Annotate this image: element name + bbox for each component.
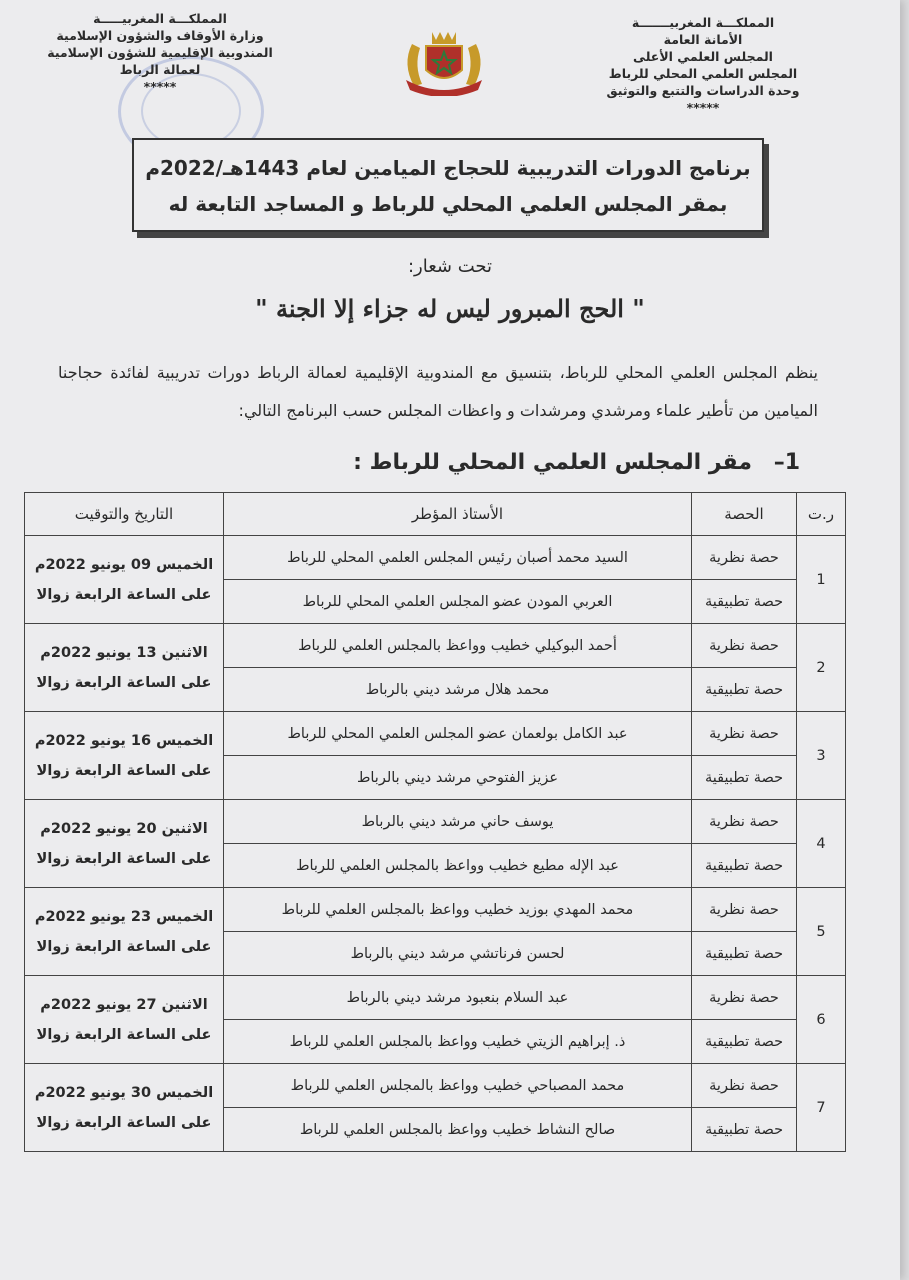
date-time xyxy=(25,976,224,1064)
header-right-line: ***** xyxy=(686,100,720,115)
program-title-line1: برنامج الدورات التدريبية للحجاج الميامين لعام 1443هـ/2022م xyxy=(145,156,751,180)
date-time-of-day: على الساعة الرابعة زوالا xyxy=(36,762,212,779)
header-right-line: المملكـــة المغربيـــــــة xyxy=(631,15,775,30)
row-number: 3 xyxy=(797,712,846,800)
instructor: السيد محمد أصبان رئيس المجلس العلمي المحلي للرباط xyxy=(224,536,692,580)
instructor: يوسف حاني مرشد ديني بالرباط xyxy=(224,800,692,844)
date-time-of-day: على الساعة الرابعة زوالا xyxy=(36,1114,212,1131)
date-time xyxy=(25,712,224,800)
royal-coat-of-arms-icon xyxy=(398,24,490,96)
date-time xyxy=(25,624,224,712)
header-right-line: الأمانة العامة xyxy=(663,32,743,47)
instructor: محمد المهدي بوزيد خطيب وواعظ بالمجلس العلمي للرباط xyxy=(224,888,692,932)
table-row xyxy=(25,976,846,1020)
row-number: 4 xyxy=(797,800,846,888)
table-header-row xyxy=(25,493,846,536)
session-type: حصة نظرية xyxy=(692,800,797,844)
session-type: حصة نظرية xyxy=(692,1064,797,1108)
header-left-line: لعمالة الرباط xyxy=(119,62,201,77)
date-time-of-day: على الساعة الرابعة زوالا xyxy=(36,938,212,955)
header-left xyxy=(30,10,290,95)
instructor: محمد المصباحي خطيب وواعظ بالمجلس العلمي للرباط xyxy=(224,1064,692,1108)
session-type: حصة نظرية xyxy=(692,976,797,1020)
row-number: 5 xyxy=(797,888,846,976)
table-row xyxy=(25,1064,846,1108)
session-type: حصة تطبيقية xyxy=(692,932,797,976)
session-type: حصة نظرية xyxy=(692,624,797,668)
motto-label: تحت شعار: xyxy=(407,256,493,277)
date-time-of-day: على الساعة الرابعة زوالا xyxy=(36,586,212,603)
date-day: الخميس 23 يونيو 2022م xyxy=(34,908,214,925)
header-date: التاريخ والتوقيت xyxy=(25,493,224,536)
date-day: الخميس 30 يونيو 2022م xyxy=(34,1084,214,1101)
session-type: حصة نظرية xyxy=(692,536,797,580)
schedule-table xyxy=(24,492,846,1152)
header-left-line: المندوبية الإقليمية للشؤون الإسلامية xyxy=(47,45,273,60)
header-left-line: وزارة الأوقاف والشؤون الإسلامية xyxy=(56,28,264,43)
session-type: حصة نظرية xyxy=(692,712,797,756)
instructor: عبد الكامل بولعمان عضو المجلس العلمي المحلي للرباط xyxy=(224,712,692,756)
header-right-line: وحدة الدراسات والتتبع والتوثيق xyxy=(606,83,800,98)
session-type: حصة تطبيقية xyxy=(692,1108,797,1152)
table-row xyxy=(25,800,846,844)
date-day: الخميس 09 يونيو 2022م xyxy=(34,556,214,573)
section-title: مقر المجلس العلمي المحلي للرباط : xyxy=(353,450,753,475)
date-day: الاثنين 13 يونيو 2022م xyxy=(40,644,208,661)
date-time-of-day: على الساعة الرابعة زوالا xyxy=(36,850,212,867)
header-left-line: المملكـــة المغربيـــــة xyxy=(93,11,227,26)
date-time xyxy=(25,800,224,888)
date-time xyxy=(25,1064,224,1152)
header-instructor: الأستاذ المؤطر xyxy=(224,493,692,536)
instructor: عبد السلام بنعبود مرشد ديني بالرباط xyxy=(224,976,692,1020)
row-number: 2 xyxy=(797,624,846,712)
session-type: حصة تطبيقية xyxy=(692,1020,797,1064)
row-number: 1 xyxy=(797,536,846,624)
session-type: حصة تطبيقية xyxy=(692,844,797,888)
instructor: صالح النشاط خطيب وواعظ بالمجلس العلمي للرباط xyxy=(224,1108,692,1152)
instructor: لحسن فرناتشي مرشد ديني بالرباط xyxy=(224,932,692,976)
date-time xyxy=(25,888,224,976)
header-right-line: المجلس العلمي المحلي للرباط xyxy=(608,66,798,81)
table-row xyxy=(25,624,846,668)
instructor: عبد الإله مطيع خطيب وواعظ بالمجلس العلمي للرباط xyxy=(224,844,692,888)
session-type: حصة تطبيقية xyxy=(692,668,797,712)
instructor: ذ. إبراهيم الزيتي خطيب وواعظ بالمجلس العلمي للرباط xyxy=(224,1020,692,1064)
date-time-of-day: على الساعة الرابعة زوالا xyxy=(36,1026,212,1043)
program-title-line2: بمقر المجلس العلمي المحلي للرباط و المساجد التابعة له xyxy=(168,192,728,216)
date-time-of-day: على الساعة الرابعة زوالا xyxy=(36,674,212,691)
date-day: الخميس 16 يونيو 2022م xyxy=(34,732,214,749)
program-title-box xyxy=(132,138,764,232)
intro-paragraph: ينظم المجلس العلمي المحلي للرباط، بتنسيق مع المندوبية الإقليمية لعمالة الرباط دورات تدريبية لفائدة حجاجنا الميامين من تأطير علماء ومرشدي ومرشدات و واعظات المجلس حسب البرنامج التالي: xyxy=(58,363,818,420)
instructor: العربي المودن عضو المجلس العلمي المحلي للرباط xyxy=(224,580,692,624)
row-number: 6 xyxy=(797,976,846,1064)
session-type: حصة تطبيقية xyxy=(692,580,797,624)
table-row xyxy=(25,712,846,756)
section-number: 1– xyxy=(773,450,800,475)
instructor: أحمد البوكيلي خطيب وواعظ بالمجلس العلمي للرباط xyxy=(224,624,692,668)
row-number: 7 xyxy=(797,1064,846,1152)
session-type: حصة نظرية xyxy=(692,888,797,932)
header-left-line: ***** xyxy=(143,79,177,94)
section-heading xyxy=(353,450,800,475)
table-row xyxy=(25,536,846,580)
instructor: عزيز الفتوحي مرشد ديني بالرباط xyxy=(224,756,692,800)
header-right xyxy=(578,14,828,116)
header-right-line: المجلس العلمي الأعلى xyxy=(633,49,773,64)
date-time xyxy=(25,536,224,624)
date-day: الاثنين 27 يونيو 2022م xyxy=(40,996,208,1013)
date-day: الاثنين 20 يونيو 2022م xyxy=(40,820,208,837)
instructor: محمد هلال مرشد ديني بالرباط xyxy=(224,668,692,712)
table-row xyxy=(25,888,846,932)
header-num: ر.ت xyxy=(797,493,846,536)
session-type: حصة تطبيقية xyxy=(692,756,797,800)
motto: " الحج المبرور ليس له جزاء إلا الجنة " xyxy=(255,294,645,323)
header-session: الحصة xyxy=(692,493,797,536)
